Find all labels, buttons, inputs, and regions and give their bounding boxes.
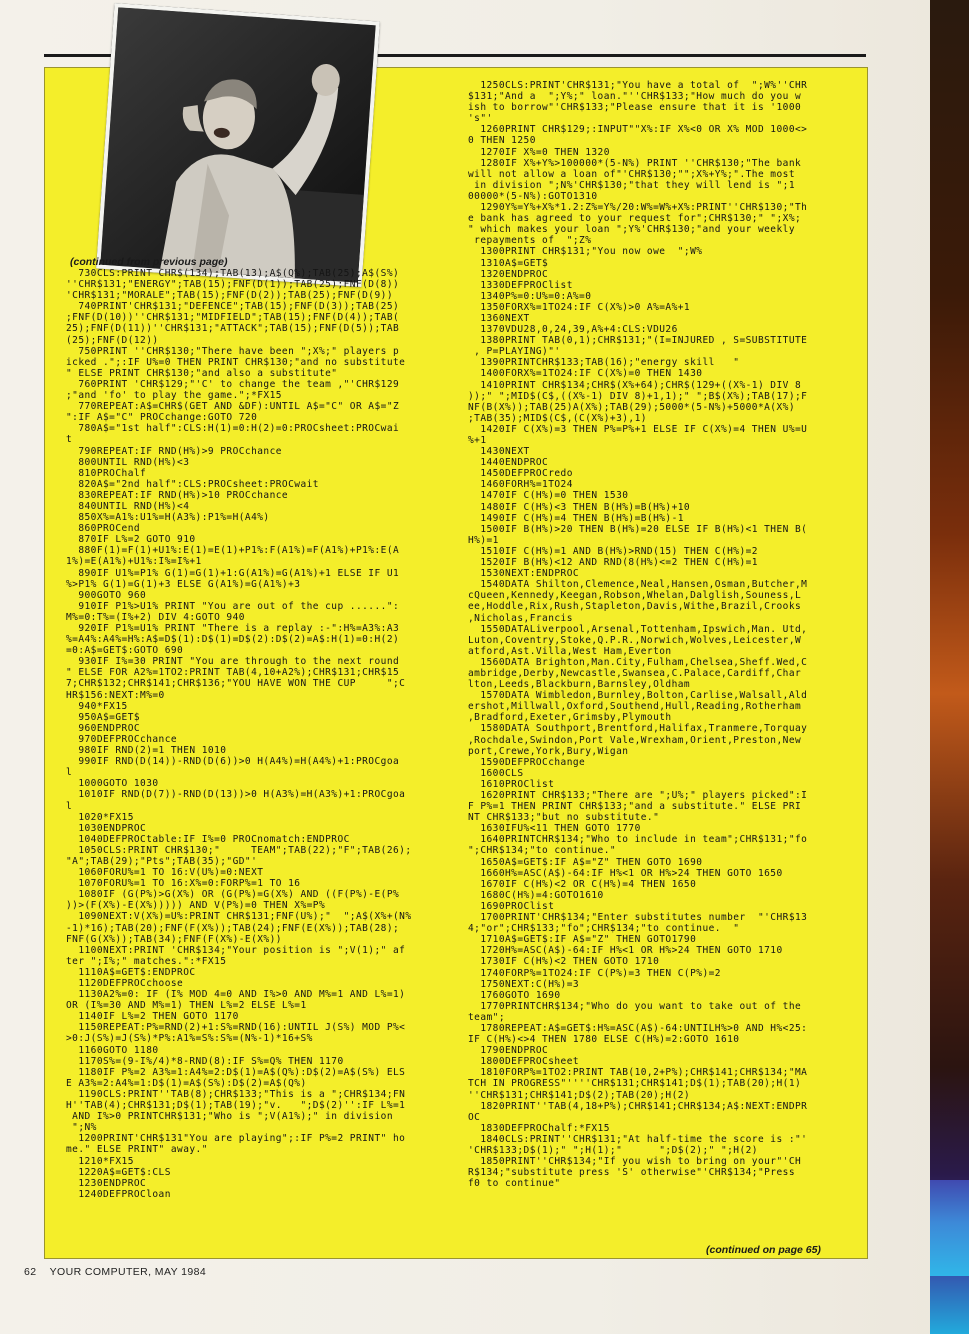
code-line: E A3%=2:A4%=1:D$(1)=A$(S%):D$(2)=A$(Q%) — [66, 1077, 307, 1089]
code-line: icked .";:IF U%=0 THEN PRINT CHR$130;"and no substitute — [66, 356, 406, 368]
code-line: 1530NEXT:ENDPROC — [468, 568, 580, 580]
code-line: FNF(G(X%));TAB(34);FNF(F(X%)-E(X%)) — [66, 933, 282, 945]
code-line: ";CHR$134;"to continue." — [468, 845, 617, 857]
code-line: 750PRINT ''CHR$130;"There have been ";X%;" players p — [66, 345, 400, 357]
code-line: ,Bradford,Exeter,Grimsby,Plymouth — [468, 712, 672, 724]
adjacent-page-color-band — [930, 1180, 969, 1276]
code-line: IF C(H%)<>4 THEN 1780 ELSE C(H%)=2:GOTO 1610 — [468, 1034, 740, 1046]
code-line: 1050CLS:PRINT CHR$130;" TEAM";TAB(22);"F";TAB(26); — [66, 844, 412, 856]
code-line: 1060FORU%=1 TO 16:V(U%)=0:NEXT — [66, 867, 264, 879]
code-line: 1090NEXT:V(X%)=U%:PRINT CHR$131;FNF(U%);" ";A$(X%+(N% — [66, 911, 412, 923]
code-line: 1770PRINTCHR$134;"Who do you want to take out of the — [468, 1000, 802, 1012]
code-line: 1030ENDPROC — [66, 822, 147, 834]
code-line: 1830DEFPROChalf:*FX15 — [468, 1122, 610, 1134]
code-line: 1350FORX%=1TO24:IF C(X%)>0 A%=A%+1 — [468, 301, 691, 313]
code-line: 1650A$=GET$:IF A$="Z" THEN GOTO 1690 — [468, 856, 703, 868]
code-line: ershot,Millwall,Oxford,Southend,Hull,Reading,Rotherham — [468, 701, 802, 713]
code-line: %+1 — [468, 435, 487, 446]
code-line: 1020*FX15 — [66, 811, 134, 823]
code-line: 1460FORH%=1TO24 — [468, 479, 573, 491]
code-line: 730CLS:PRINT CHR$(134);TAB(13);A$(Q%);TAB(25);A$(S%) — [66, 268, 400, 279]
code-line: 1010IF RND(D(7))-RND(D(13))>0 H(A3%)=H(A3%)+1:PROCgoa — [66, 789, 406, 801]
code-line: M%=0:T%=(I%+2) DIV 4:GOTO 940 — [66, 611, 245, 623]
code-line: HR$156:NEXT:M%=0 — [66, 689, 165, 701]
code-line: 'CHR$131;"MORALE";TAB(15);FNF(D(2));TAB(25);FNF(D(9)) — [66, 290, 393, 302]
code-line: 980IF RND(2)=1 THEN 1010 — [66, 745, 227, 757]
code-line: ))>(F(X%)-E(X%))))) AND V(P%)=0 THEN X%=P% — [66, 900, 326, 912]
code-line: 1590DEFPROCchange — [468, 756, 586, 768]
code-line: ;FNF(D(10))''CHR$131;"MIDFIELD";TAB(15);FNF(D(4));TAB( — [66, 312, 400, 324]
code-line: lton,Leeds,Blackburn,Barnsley,Oldham — [468, 679, 691, 691]
code-line: H%)=1 — [468, 534, 499, 546]
code-line: 1200PRINT'CHR$131"You are playing";:IF P%=2 PRINT" ho — [66, 1133, 406, 1145]
code-line: ";N% — [66, 1122, 97, 1134]
code-line: 1550DATALiverpool,Arsenal,Tottenham,Ipswich,Man. Utd, — [468, 623, 808, 635]
code-line: NF(B(X%));TAB(25)A(X%);TAB(29);5000*(5-N%)+5000*A(X%) — [468, 401, 795, 413]
code-line: AND I%>0 PRINTCHR$131;"Who is ";V(A1%);" in division — [66, 1111, 393, 1123]
code-line: 740PRINT'CHR$131;"DEFENCE";TAB(15);FNF(D(3));TAB(25) — [66, 301, 400, 313]
code-line: 1380PRINT TAB(0,1);CHR$131;"(I=INJURED , S=SUBSTITUTE — [468, 335, 808, 347]
adjacent-page-edge — [930, 0, 969, 1334]
code-line: 970DEFPROCchance — [66, 733, 178, 745]
code-line: repayments of ";Z% — [468, 235, 592, 247]
code-line: ish to borrow"'CHR$133;"Please ensure that it is '1000 — [468, 102, 802, 114]
code-line: ambridge,Derby,Newcastle,Swansea,C.Palace,Cardiff,Char — [468, 667, 802, 679]
code-line: 850X%=A1%:U1%=H(A3%):P1%=H(A4%) — [66, 512, 270, 524]
code-line: NT CHR$133;"but no substitute." — [468, 812, 660, 824]
code-line: in division ";N%'CHR$130;"that they will lend is ";1 — [468, 179, 795, 191]
code-line: 860PROCend — [66, 523, 141, 535]
code-line: 1450DEFPROCredo — [468, 468, 573, 480]
code-line: 930IF I%=30 PRINT "You are through to the next round — [66, 656, 400, 668]
code-line: 1220A$=GET$:CLS — [66, 1166, 171, 1178]
code-line: 'CHR$133;D$(1);" ";H(1);" ";D$(2);" ";H(2) — [468, 1145, 758, 1156]
code-line: 00000*(5-N%):GOTO1310 — [468, 190, 598, 202]
code-line: 1260PRINT CHR$129;:INPUT""X%:IF X%<0 OR X% MOD 1000<> — [468, 124, 808, 136]
code-line: 1750NEXT:C(H%)=3 — [468, 978, 580, 990]
code-line: ,Nicholas,Francis — [468, 612, 573, 624]
code-line: 1150REPEAT:P%=RND(2)+1:S%=RND(16):UNTIL J(S%) MOD P%< — [66, 1022, 406, 1034]
code-line: %=A4%:A4%=H%:A$=D$(1):D$(1)=D$(2):D$(2)=A$:H(1)=0:H(2) — [66, 634, 400, 646]
code-line: 's"' — [468, 113, 493, 125]
code-line: 1400FORX%=1TO24:IF C(X%)=0 THEN 1430 — [468, 368, 703, 380]
code-line: , P=PLAYING)"' — [468, 346, 561, 358]
code-line: OR (I%=30 AND M%=1) THEN L%=2 ELSE L%=1 — [66, 1000, 307, 1012]
code-line: 1070FORU%=1 TO 16:X%=0:FORP%=1 TO 16 — [66, 878, 301, 890]
code-line: 1700PRINT'CHR$134;"Enter substitutes number "'CHR$13 — [468, 912, 808, 924]
code-line: 1270IF X%=0 THEN 1320 — [468, 146, 610, 158]
code-listing-right-column — [468, 80, 864, 1240]
code-listing-left-column — [66, 268, 464, 1258]
code-line: 1570DATA Wimbledon,Burnley,Bolton,Carlise,Walsall,Ald — [468, 690, 808, 702]
code-line: 960ENDPROC — [66, 722, 141, 734]
code-line: team"; — [468, 1011, 506, 1023]
code-line: Luton,Coventry,Stoke,Q.P.R.,Norwich,Wolves,Leicester,W — [468, 634, 802, 646]
code-line: 1100NEXT:PRINT 'CHR$134;"Your position is ";V(1);" af — [66, 944, 406, 956]
code-line: 840UNTIL RND(H%)<4 — [66, 500, 190, 512]
code-line: 4;"or";CHR$133;"fo";CHR$134;"to continue. " — [468, 923, 740, 935]
code-line: " ELSE FOR A2%=1TO2:PRINT TAB(4,10+A2%);CHR$131;CHR$15 — [66, 667, 400, 679]
code-line: 1120DEFPROCchoose — [66, 978, 184, 989]
code-line: "A";TAB(29);"Pts";TAB(35);"GD"' — [66, 855, 258, 867]
code-line: " ELSE PRINT CHR$130;"and also a substitute" — [66, 367, 338, 379]
code-line: ee,Hoddle,Rix,Rush,Stapleton,Davis,Withe,Brazil,Crooks — [468, 601, 802, 613]
code-line: 1540DATA Shilton,Clemence,Neal,Hansen,Osman,Butcher,M — [468, 579, 808, 591]
code-line: 1720H%=ASC(A$)-64:IF H%<1 OR H%>24 THEN GOTO 1710 — [468, 945, 783, 957]
code-line: 1560DATA Brighton,Man.City,Fulham,Chelsea,Sheff.Wed,C — [468, 656, 808, 668]
publication-name: YOUR COMPUTER, MAY 1984 — [49, 1266, 207, 1278]
code-line: =0:A$=GET$:GOTO 690 — [66, 645, 184, 657]
code-line: 1800DEFPROCsheet — [468, 1056, 580, 1068]
code-line: 1730IF C(H%)<2 THEN GOTO 1710 — [468, 956, 660, 968]
code-line: 810PROChalf — [66, 467, 147, 479]
code-line: 1690PROClist — [468, 900, 555, 912]
code-line: 1620PRINT CHR$133;"There are ";U%;" players picked":I — [468, 790, 808, 801]
photo-football-manager — [96, 3, 380, 287]
code-line: F P%=1 THEN PRINT CHR$133;"and a substitute." ELSE PRI — [468, 801, 802, 813]
code-line: 1600CLS — [468, 767, 524, 779]
code-line: port,Crewe,York,Bury,Wigan — [468, 745, 629, 757]
code-line: 1170S%=(9-I%/4)*8-RND(8):IF S%=Q% THEN 1170 — [66, 1055, 344, 1067]
code-line: 760PRINT 'CHR$129;"'C' to change the team ,"'CHR$129 — [66, 378, 400, 390]
code-line: 1320ENDPROC — [468, 268, 549, 280]
code-line: 880F(1)=F(1)+U1%:E(1)=E(1)+P1%:F(A1%)=F(A1%)+P1%:E(A — [66, 545, 400, 557]
code-line: ter ";I%;" matches.":*FX15 — [66, 955, 227, 967]
code-line: me." ELSE PRINT" away." — [66, 1144, 208, 1156]
code-line: 1410PRINT CHR$134;CHR$(X%+64);CHR$(129+((X%-1) DIV 8 — [468, 379, 802, 391]
code-line: 1310A$=GET$ — [468, 257, 549, 269]
code-line: 1000GOTO 1030 — [66, 778, 159, 790]
code-line: 950A$=GET$ — [66, 711, 141, 723]
code-line: 990IF RND(D(14))-RND(D(6))>0 H(A4%)=H(A4%)+1:PROCgoa — [66, 756, 400, 768]
code-line: (25);FNF(D(12)) — [66, 334, 159, 346]
code-line: 1280IF X%+Y%>100000*(5-N%) PRINT ''CHR$130;"The bank — [468, 157, 802, 169]
code-line: t — [66, 434, 73, 446]
code-line: 1340P%=0:U%=0:A%=0 — [468, 290, 592, 302]
code-line: 1810FORP%=1TO2:PRINT TAB(10,2+P%);CHR$141;CHR$134;"MA — [468, 1067, 808, 1079]
code-line: 1130A2%=0: IF (I% MOD 4=0 AND I%>0 AND M%=1 AND L%=1) — [66, 989, 406, 1001]
code-line: $131;"And a ";Y%;" loan."''CHR$133;"How much do you w — [468, 91, 802, 103]
code-line: 1390PRINTCHR$133;TAB(16);"energy skill " — [468, 357, 740, 369]
code-line: 1210*FX15 — [66, 1155, 134, 1167]
code-line: 1240DEFPROCloan — [66, 1188, 171, 1200]
code-line: f0 to continue" — [468, 1178, 561, 1190]
code-line: 1110A$=GET$:ENDPROC — [66, 966, 196, 978]
code-line: 1430NEXT — [468, 446, 530, 458]
code-line: 820A$="2nd half":CLS:PROCsheet:PROCwait — [66, 478, 319, 490]
code-line: " which makes your loan ";Y%'CHR$130;"and your weekly — [468, 224, 795, 236]
code-line: 1330DEFPROClist — [468, 279, 573, 291]
code-line: 830REPEAT:IF RND(H%)>10 PROCchance — [66, 489, 289, 501]
code-line: 25);FNF(D(11))''CHR$131;"ATTACK";TAB(15);FNF(D(5));TAB — [66, 323, 400, 335]
code-line: 1490IF C(H%)=4 THEN B(H%)=B(H%)-1 — [468, 512, 684, 524]
code-line: 1440ENDPROC — [468, 457, 549, 469]
code-line: 1510IF C(H%)=1 AND B(H%)>RND(15) THEN C(H%)=2 — [468, 545, 758, 557]
code-line: 1040DEFPROCtable:IF I%=0 PROCnomatch:ENDPROC — [66, 833, 350, 845]
code-line: 770REPEAT:A$=CHR$(GET AND &DF):UNTIL A$="C" OR A$="Z — [66, 401, 400, 413]
code-line: e bank has agreed to your request for";CHR$130;" ";X%; — [468, 213, 802, 225]
code-line: atford,Ast.Villa,West Ham,Everton — [468, 645, 672, 657]
code-line: 1370VDU28,0,24,39,A%+4:CLS:VDU26 — [468, 324, 678, 336]
code-line: 1290Y%=Y%+X%*1.2:Z%=Y%/20:W%=W%+X%:PRINT''CHR$130;"Th — [468, 202, 808, 214]
code-line: ;TAB(35);MID$(C$,(C(X%)+3),1) — [468, 412, 647, 424]
continued-on-note: (continued on page 65) — [706, 1244, 821, 1256]
code-line: -1)*16);TAB(20);FNF(F(X%));TAB(24);FNF(E(X%));TAB(28); — [66, 922, 400, 934]
code-line: 1710A$=GET$:IF A$="Z" THEN GOTO1790 — [468, 934, 697, 946]
code-line: ,Rochdale,Swindon,Port Vale,Wrexham,Orient,Preston,New — [468, 734, 802, 746]
code-line: 780A$="1st half":CLS:H(1)=0:H(2)=0:PROCsheet:PROCwai — [66, 423, 400, 435]
page-number: 62 — [24, 1266, 37, 1278]
code-line: %>P1% G(1)=G(1)+3 ELSE G(A1%)=G(A1%)+3 — [66, 578, 301, 590]
code-line: 1180IF P%=2 A3%=1:A4%=2:D$(1)=A$(Q%):D$(2)=A$(S%) ELS — [66, 1066, 406, 1078]
code-line: 1%)=E(A1%)+U1%:I%=I%+1 — [66, 556, 202, 568]
code-line: 1840CLS:PRINT''CHR$131;"At half-time the score is :"' — [468, 1133, 808, 1145]
code-line: 1580DATA Southport,Brentford,Halifax,Tranmere,Torquay — [468, 723, 808, 735]
code-line: 790REPEAT:IF RND(H%)>9 PROCchance — [66, 445, 282, 457]
code-line: 1520IF B(H%)<12 AND RND(8(H%)<=2 THEN C(H%)=1 — [468, 557, 758, 569]
code-line: 1250CLS:PRINT'CHR$131;"You have a total of ";W%''CHR — [468, 80, 808, 91]
code-line: will not allow a loan of"'CHR$130;"";X%+Y%;".The most — [468, 168, 795, 180]
code-line: 1140IF L%=2 THEN GOTO 1170 — [66, 1011, 239, 1023]
code-line: 1610PROClist — [468, 778, 555, 790]
code-line: 1640PRINTCHR$134;"Who to include in team";CHR$131;"fo — [468, 834, 808, 846]
code-line: 870IF L%=2 GOTO 910 — [66, 534, 196, 546]
code-line: 0 THEN 1250 — [468, 135, 536, 147]
code-line: 7;CHR$132;CHR$141;CHR$136;"YOU HAVE WON THE CUP ";C — [66, 678, 406, 690]
code-line: 940*FX15 — [66, 700, 128, 712]
code-line: 920IF P1%=U1% PRINT "There is a replay :-":H%=A3%:A3 — [66, 623, 400, 634]
continued-from-note: (continued from previous page) — [70, 256, 228, 268]
code-line: ''CHR$131;"ENERGY";TAB(15);FNF(D(1));TAB(25);FNF(D(8)) — [66, 279, 400, 291]
code-line: 1670IF C(H%)<2 OR C(H%)=4 THEN 1650 — [468, 878, 697, 890]
code-line: cQueen,Kennedy,Keegan,Robson,Whelan,Dalglish,Souness,L — [468, 590, 802, 602]
code-line: 1500IF B(H%)>20 THEN B(H%)=20 ELSE IF B(H%)<1 THEN B( — [468, 523, 808, 535]
code-line: 1850PRINT''CHR$134;"If you wish to bring on your"'CH — [468, 1156, 802, 1168]
code-line: 1790ENDPROC — [468, 1045, 549, 1057]
code-line: 1630IFU%<11 THEN GOTO 1770 — [468, 823, 641, 835]
code-line: 1680C(H%)=4:GOTO1610 — [468, 889, 604, 901]
code-line: R$134;"substitute press 'S' otherwise"'CHR$134;"Press — [468, 1167, 795, 1179]
code-line: ;"and 'fo' to play the game.";*FX15 — [66, 390, 282, 402]
code-line: 1360NEXT — [468, 312, 530, 324]
code-line: H''TAB(4);CHR$131;D$(1);TAB(19);"v. ";D$(2)'':IF L%=1 — [66, 1100, 406, 1112]
code-line: l — [66, 800, 73, 812]
code-line: 900GOTO 960 — [66, 589, 147, 601]
code-line: 910IF P1%>U1% PRINT "You are out of the cup ......": — [66, 600, 400, 612]
code-line: 1300PRINT CHR$131;"You now owe ";W% — [468, 246, 703, 258]
code-line: 1470IF C(H%)=0 THEN 1530 — [468, 490, 629, 502]
code-line: 1230ENDPROC — [66, 1177, 147, 1189]
code-line: ":IF A$="C" PROCchange:GOTO 720 — [66, 412, 258, 424]
code-line: 1760GOTO 1690 — [468, 989, 561, 1001]
code-line: 1740FORP%=1TO24:IF C(P%)=3 THEN C(P%)=2 — [468, 967, 721, 979]
code-line: TCH IN PROGRESS"''''CHR$131;CHR$141;D$(1);TAB(20);H(1) — [468, 1078, 802, 1090]
page-footer — [24, 1266, 206, 1278]
code-line: 1780REPEAT:A$=GET$:H%=ASC(A$)-64:UNTILH%>0 AND H%<25: — [468, 1022, 808, 1034]
code-line: 1820PRINT''TAB(4,18+P%);CHR$141;CHR$134;A$:NEXT:ENDPR — [468, 1100, 808, 1112]
code-line: 890IF U1%=P1% G(1)=G(1)+1:G(A1%)=G(A1%)+1 ELSE IF U1 — [66, 567, 400, 579]
code-line: 1080IF (G(P%)>G(X%) OR (G(P%)=G(X%) AND ((F(P%)-E(P% — [66, 889, 400, 901]
code-line: ));" ";MID$(C$,((X%-1) DIV 8)+1,1);" ";B$(X%);TAB(17);F — [468, 390, 808, 402]
code-line: ''CHR$131;CHR$141;D$(2);TAB(20);H(2) — [468, 1089, 691, 1101]
code-line: l — [66, 767, 73, 779]
code-line: >0:J(S%)=J(S%)*P%:A1%=S%:S%=(N%-1)*16+S% — [66, 1033, 313, 1045]
code-line: 1660H%=ASC(A$)-64:IF H%<1 OR H%>24 THEN GOTO 1650 — [468, 867, 783, 879]
photo-image — [100, 7, 375, 282]
code-line: 1190CLS:PRINT''TAB(8);CHR$133;"This is a ";CHR$134;FN — [66, 1088, 406, 1100]
code-line: 1420IF C(X%)=3 THEN P%=P%+1 ELSE IF C(X%)=4 THEN U%=U — [468, 423, 808, 435]
code-line: 1160GOTO 1180 — [66, 1044, 159, 1056]
code-line: 1480IF C(H%)<3 THEN B(H%)=B(H%)+10 — [468, 501, 691, 513]
code-line: 800UNTIL RND(H%)<3 — [66, 456, 190, 468]
code-line: OC — [468, 1111, 481, 1123]
